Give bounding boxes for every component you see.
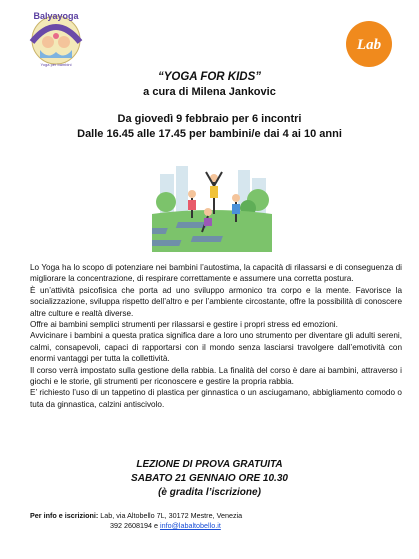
paragraph-purpose: Lo Yoga ha lo scopo di potenziare nei bambini l’autostima, la capacità di rilassarsi e di conseguenza di migliorare la concentrazione, di respirare correttamente e assumere una corretta postura. xyxy=(30,263,402,284)
paragraph-course-focus: Il corso verrà impostato sulla gestione della rabbia. La finalità del corso è dare ai bambini, attraverso i giochi e le storie, gli strumenti per riconoscere e gestire la propria rabbia. xyxy=(30,365,402,387)
logo-left-subtext: Yoga per bambini xyxy=(40,62,72,67)
contact-info xyxy=(30,511,310,531)
free-trial-date: SABATO 21 GENNAIO ORE 10.30 xyxy=(131,473,288,484)
lab-logo-text: Lab xyxy=(356,37,382,53)
event-time: Dalle 16.45 alle 17.45 per bambini/e dai 4 ai 10 anni xyxy=(77,128,342,140)
paragraph-benefits: Avvicinare i bambini a questa pratica significa dare a loro uno strumento per diventare gli adulti sereni, calmi, consapevoli, capaci di rapportarsi con il mondo senza lasciarsi travolgere dall’emotività con enormi vantaggi per tutta la collettività. xyxy=(30,331,402,364)
event-date: Da giovedì 9 febbraio per 6 incontri xyxy=(117,113,302,125)
paragraph-requirements: E’ richiesto l’uso di un tappetino di plastica per ginnastica o un asciugamano, abbigliamento comodo o tuta da ginnastica, calzini antiscivolo. xyxy=(30,388,402,409)
description-text xyxy=(30,262,402,410)
free-trial-heading: LEZIONE DI PROVA GRATUITA xyxy=(136,459,283,470)
contact-email-link[interactable]: info@labaltobello.it xyxy=(159,521,221,530)
balyayoga-logo xyxy=(26,6,86,68)
contact-label: Per info e iscrizioni: xyxy=(30,511,99,520)
contact-phone: 392 2608194 xyxy=(110,521,152,530)
contact-separator: e xyxy=(151,521,160,530)
paragraph-tools: Offre ai bambini semplici strumenti per rilassarsi e gestire i propri stress ed emozioni. xyxy=(30,320,338,330)
kids-yoga-illustration xyxy=(152,156,272,252)
free-trial-note: (è gradita l’iscrizione) xyxy=(158,487,261,498)
lab-logo xyxy=(345,20,393,68)
logo-left-text: Balyayoga xyxy=(33,11,79,21)
paragraph-activity: È un’attività psicofisica che porta ad uno sviluppo armonico tra corpo e la mente. Favorisce la socializzazione, sviluppa rispetto dell’altro e per l’ambiente circostante, offre la possibilità di conoscere altre culture e realtà diverse. xyxy=(30,285,402,318)
contact-address: Lab, via Altobello 7L, 30172 Mestre, Venezia xyxy=(98,511,243,520)
event-author: a cura di Milena Jankovic xyxy=(143,86,276,98)
event-title: “YOGA FOR KIDS” xyxy=(157,71,262,83)
